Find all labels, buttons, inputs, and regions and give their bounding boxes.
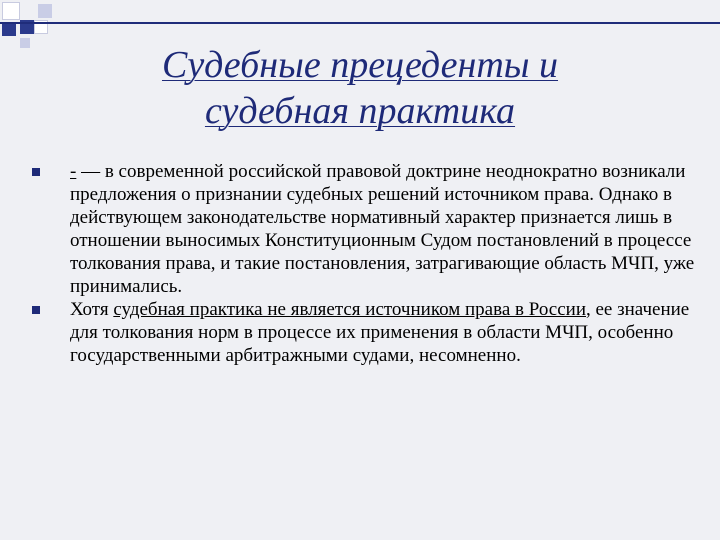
bullet-text-pre: Хотя <box>70 299 114 320</box>
bullet-text: — в современной российской правовой доктрине неоднократно возникали предложения о признании судебных решений источником права. Однако в действующем законодательстве нормативный характер признается лишь в отношении выносимых Конституционным Судом постановлений в процессе толкования права, и такие постановления, затрагивающие область МЧП, уже принимались. <box>70 161 695 297</box>
bullet-item <box>28 160 700 298</box>
bullet-text-post: , ее значение для толкования норм в процессе их применения в области МЧП, особенно государственными арбитражными судами, несомненно. <box>70 299 690 366</box>
slide-title-line2: судебная практика <box>204 90 516 132</box>
decor-square <box>20 38 30 48</box>
bullet-item <box>28 298 700 367</box>
slide-title-line1: Судебные прецеденты и <box>161 44 559 86</box>
square-bullet-icon <box>32 306 40 314</box>
decor-square <box>2 2 20 20</box>
slide-title <box>90 42 630 134</box>
bullet-list <box>28 160 700 367</box>
header-rule <box>0 22 720 24</box>
decor-square <box>2 22 16 36</box>
square-bullet-icon <box>32 168 40 176</box>
bullet-lead-link[interactable]: - <box>70 161 77 182</box>
bullet-link[interactable]: судебная практика не является источником права в России <box>113 299 586 320</box>
decor-square <box>38 4 52 18</box>
